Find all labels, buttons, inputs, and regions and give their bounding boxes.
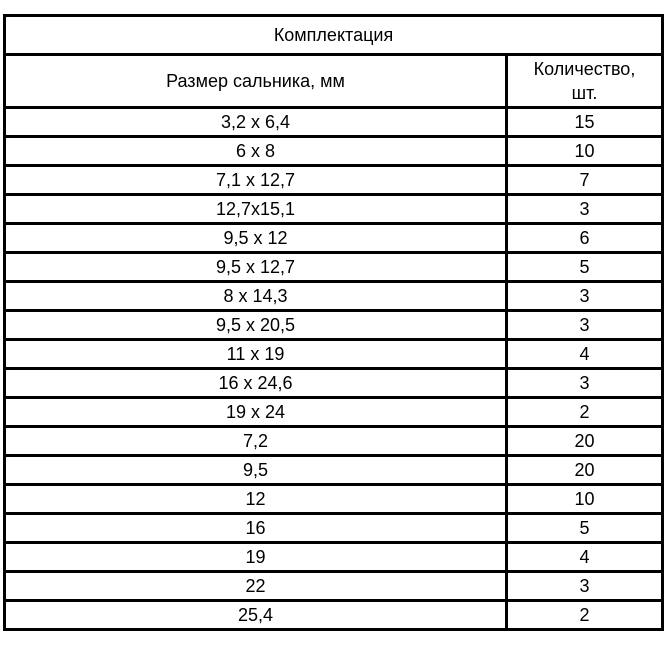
cell-size: 8 x 14,3 (5, 282, 507, 311)
cell-size: 3,2 x 6,4 (5, 108, 507, 137)
cell-quantity: 2 (507, 601, 663, 630)
table-row (5, 398, 663, 427)
cell-size: 12,7x15,1 (5, 195, 507, 224)
cell-size: 12 (5, 485, 507, 514)
table-row (5, 543, 663, 572)
header-quantity-line1: Количество, (533, 59, 636, 79)
table-row (5, 456, 663, 485)
table-row (5, 311, 663, 340)
table-body (5, 108, 663, 630)
header-quantity (507, 55, 663, 108)
cell-quantity: 4 (507, 543, 663, 572)
cell-quantity: 2 (507, 398, 663, 427)
table-row (5, 166, 663, 195)
table-row (5, 253, 663, 282)
cell-size: 7,1 x 12,7 (5, 166, 507, 195)
title-row (5, 16, 663, 55)
table-row (5, 601, 663, 630)
header-row (5, 55, 663, 108)
cell-quantity: 10 (507, 485, 663, 514)
cell-quantity: 15 (507, 108, 663, 137)
table-row (5, 340, 663, 369)
table-row (5, 369, 663, 398)
cell-size: 9,5 x 20,5 (5, 311, 507, 340)
cell-quantity: 5 (507, 514, 663, 543)
cell-quantity: 6 (507, 224, 663, 253)
table-row (5, 572, 663, 601)
cell-size: 9,5 x 12 (5, 224, 507, 253)
cell-quantity: 7 (507, 166, 663, 195)
table-row (5, 427, 663, 456)
cell-size: 11 x 19 (5, 340, 507, 369)
header-quantity-line2: шт. (571, 83, 598, 103)
cell-quantity: 3 (507, 369, 663, 398)
table-row (5, 282, 663, 311)
cell-size: 16 (5, 514, 507, 543)
cell-size: 7,2 (5, 427, 507, 456)
table-row (5, 224, 663, 253)
cell-size: 19 (5, 543, 507, 572)
cell-size: 25,4 (5, 601, 507, 630)
table-row (5, 137, 663, 166)
cell-quantity: 3 (507, 311, 663, 340)
kit-contents-table (3, 14, 664, 631)
cell-quantity: 3 (507, 195, 663, 224)
table-row (5, 485, 663, 514)
cell-quantity: 10 (507, 137, 663, 166)
table-title: Комплектация (5, 16, 663, 55)
table-row (5, 108, 663, 137)
cell-size: 22 (5, 572, 507, 601)
cell-quantity: 20 (507, 427, 663, 456)
cell-quantity: 20 (507, 456, 663, 485)
header-size: Размер сальника, мм (5, 55, 507, 108)
cell-quantity: 3 (507, 282, 663, 311)
table-row (5, 195, 663, 224)
cell-size: 9,5 (5, 456, 507, 485)
cell-quantity: 4 (507, 340, 663, 369)
cell-quantity: 3 (507, 572, 663, 601)
cell-size: 19 x 24 (5, 398, 507, 427)
cell-quantity: 5 (507, 253, 663, 282)
table-row (5, 514, 663, 543)
cell-size: 16 x 24,6 (5, 369, 507, 398)
cell-size: 9,5 x 12,7 (5, 253, 507, 282)
cell-size: 6 x 8 (5, 137, 507, 166)
